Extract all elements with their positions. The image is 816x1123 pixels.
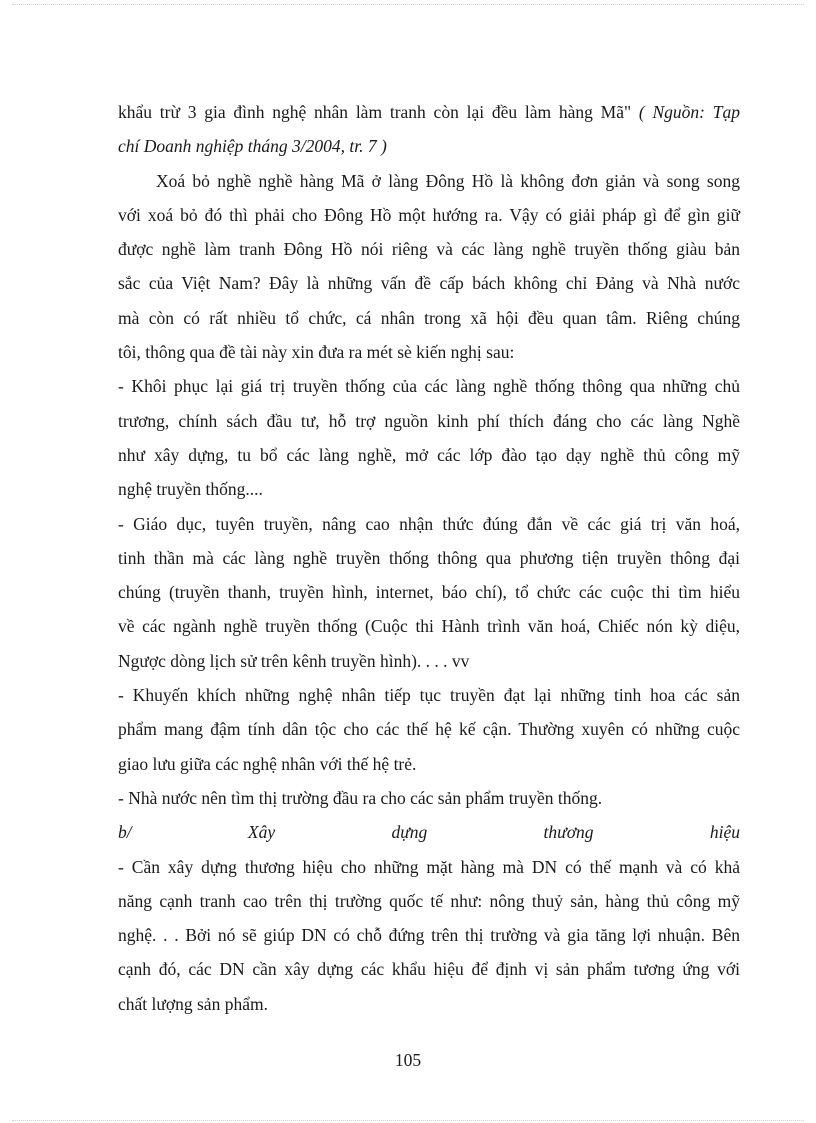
bullet-line: trương, chính sách đầu tư, hỗ trợ nguồn kinh phí thích đáng cho các làng Nghề [118,410,740,431]
bullet-line: - Nhà nước nên tìm thị trường đầu ra cho các sản phẩm truyền thống. [118,787,603,808]
bullet-line: năng cạnh tranh cao trên thị trường quốc tế như: nông thuỷ sản, hàng thủ công mỹ [118,890,740,911]
bullet-line: nghệ. . . Bởi nó sẽ giúp DN có chỗ đứng trên thị trường và gia tăng lợi nhuận. Bên [118,925,740,946]
paragraph-line: mà còn có rất nhiều tổ chức, cá nhân trong xã hội đều quan tâm. Riêng chúng [118,307,740,328]
bullet-line: giao lưu giữa các nghệ nhân với thế hệ trẻ. [118,753,417,774]
bullet-line: chúng (truyền thanh, truyền hình, internet, báo chí), tổ chức các cuộc thi tìm hiểu [118,582,740,603]
source-citation-start: ( Nguồn: Tạp [638,102,740,122]
bullet-line: tinh thần mà các làng nghề truyền thống thông qua phương tiện truyền thông đại [118,547,740,568]
bullet-line: chất lượng sản phẩm. [118,993,268,1014]
page-number: 105 [394,1050,422,1070]
paragraph-line: sắc của Việt Nam? Đây là những vấn đề cấp bách không chỉ Đảng và Nhà nước [118,273,740,294]
section-heading: b/ Xây dựng thương hiệu [118,822,740,843]
quote-line [118,95,740,129]
bottom-dotted-border [12,1120,804,1121]
bullet-line: phẩm mang đậm tính dân tộc cho các thế hệ kế cận. Thường xuyên có những cuộc [118,719,740,740]
quote-text: khẩu trừ 3 gia đình nghệ nhân làm tranh còn lại đều làm hàng Mã" [118,102,639,122]
body-text [118,95,740,1021]
bullet-line: cạnh đó, các DN cần xây dựng các khẩu hiệu để định vị sản phẩm tương ứng với [118,959,740,980]
paragraph-line: tôi, thông qua đề tài này xin đưa ra mét sè kiến nghị sau: [118,342,515,363]
paragraph-line: với xoá bỏ đó thì phải cho Đông Hồ một hướng ra. Vậy có giải pháp gì để gìn giữ [118,204,740,225]
top-dotted-border [12,4,804,5]
bullet-line: về các ngành nghề truyền thống (Cuộc thi Hành trình văn hoá, Chiếc nón kỳ diệu, [118,616,740,637]
bullet-line: - Khôi phục lại giá trị truyền thống của các làng nghề thống thông qua những chủ [118,376,740,397]
paragraph-line: Xoá bỏ nghề nghề hàng Mã ở làng Đông Hồ là không đơn giản và song song [156,170,740,191]
paragraph-line: được nghề làm tranh Đông Hồ nói riêng và các làng nghề truyền thống giàu bản [118,239,740,260]
bullet-line: như xây dựng, tu bổ các làng nghề, mở các lớp đào tạo dạy nghề thủ công mỹ [118,444,740,465]
bullet-line: Ngược dòng lịch sử trên kênh truyền hình). . . . vv [118,650,470,671]
source-citation-end: chí Doanh nghiệp tháng 3/2004, tr. 7 ) [118,136,387,157]
bullet-line: - Cần xây dựng thương hiệu cho những mặt hàng mà DN có thế mạnh và có khả [118,856,740,877]
bullet-line: - Giáo dục, tuyên truyền, nâng cao nhận thức đúng đắn về các giá trị văn hoá, [118,513,740,534]
bullet-line: nghệ truyền thống.... [118,479,263,500]
bullet-line: - Khuyến khích những nghệ nhân tiếp tục truyền đạt lại những tinh hoa các sản [118,685,740,706]
